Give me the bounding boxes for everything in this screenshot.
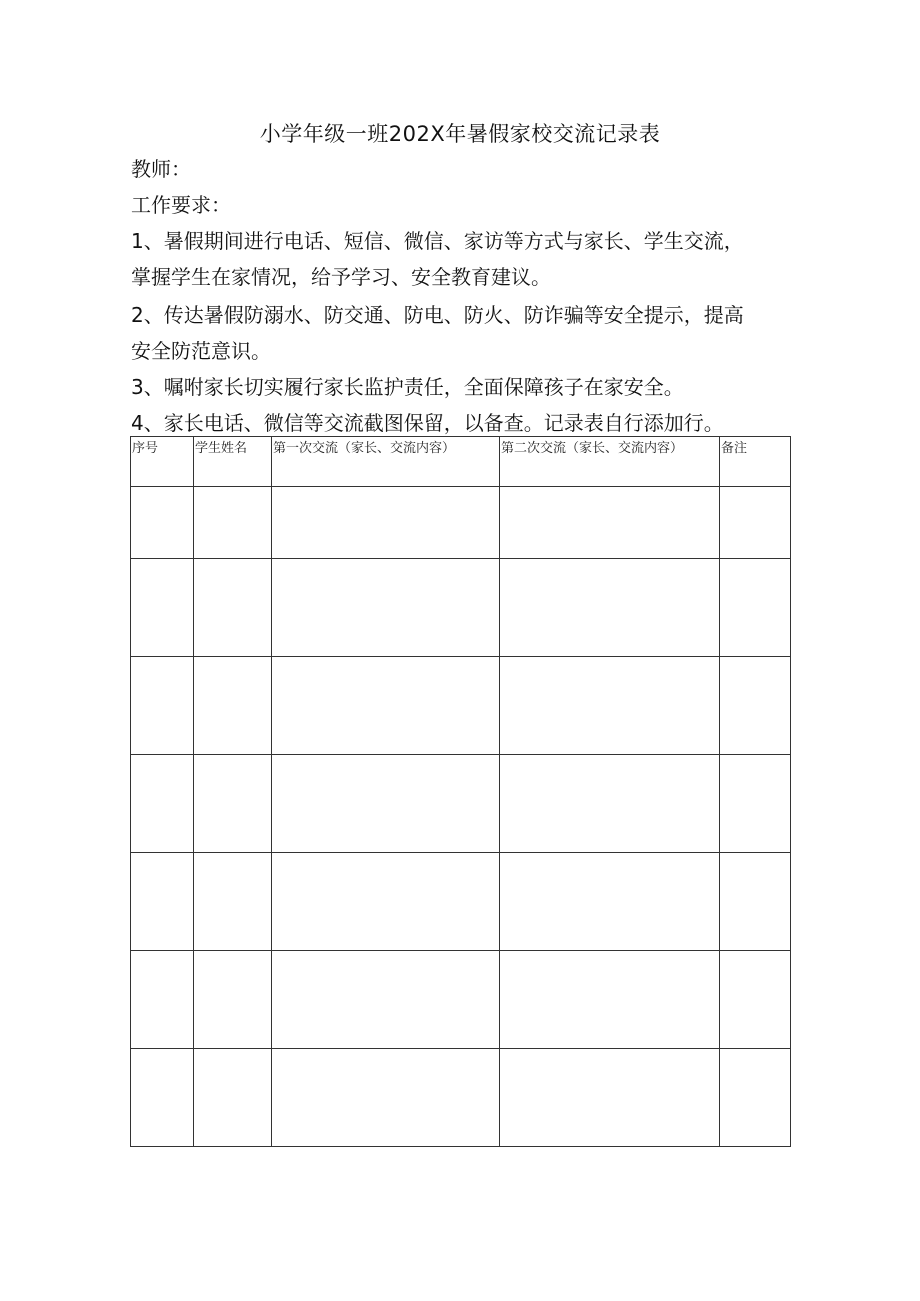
column-header-second-contact: 第二次交流（家长、交流内容） bbox=[500, 437, 720, 487]
table-cell[interactable] bbox=[131, 487, 194, 559]
requirement-4: 4、家长电话、微信等交流截图保留，以备查。记录表自行添加行。 bbox=[131, 411, 724, 435]
table-cell[interactable] bbox=[194, 559, 272, 657]
table-cell[interactable] bbox=[720, 559, 791, 657]
table-cell[interactable] bbox=[131, 559, 194, 657]
requirements-heading: 工作要求： bbox=[131, 193, 231, 217]
table-cell[interactable] bbox=[272, 1049, 500, 1147]
table-cell[interactable] bbox=[720, 853, 791, 951]
table-cell[interactable] bbox=[272, 657, 500, 755]
table-cell[interactable] bbox=[500, 1049, 720, 1147]
teacher-label: 教师： bbox=[131, 157, 191, 181]
table-cell[interactable] bbox=[272, 951, 500, 1049]
table-header-row bbox=[131, 437, 791, 487]
table-cell[interactable] bbox=[500, 951, 720, 1049]
table-row bbox=[131, 657, 791, 755]
table-cell[interactable] bbox=[194, 755, 272, 853]
table-row bbox=[131, 487, 791, 559]
requirement-1-line-1: 1、暑假期间进行电话、短信、微信、家访等方式与家长、学生交流， bbox=[131, 229, 744, 253]
table-cell[interactable] bbox=[720, 487, 791, 559]
requirement-2-line-2: 安全防范意识。 bbox=[131, 339, 271, 363]
table-cell[interactable] bbox=[272, 755, 500, 853]
table-cell[interactable] bbox=[500, 755, 720, 853]
column-header-remarks: 备注 bbox=[720, 437, 791, 487]
column-header-number: 序号 bbox=[131, 437, 194, 487]
table-row bbox=[131, 559, 791, 657]
column-header-student-name: 学生姓名 bbox=[194, 437, 272, 487]
requirement-3: 3、嘱咐家长切实履行家长监护责任，全面保障孩子在家安全。 bbox=[131, 375, 684, 399]
requirement-1-line-2: 掌握学生在家情况，给予学习、安全教育建议。 bbox=[131, 265, 551, 289]
table-cell[interactable] bbox=[272, 853, 500, 951]
table-row bbox=[131, 1049, 791, 1147]
table-cell[interactable] bbox=[194, 853, 272, 951]
table-cell[interactable] bbox=[131, 853, 194, 951]
page-title: 小学年级一班202X年暑假家校交流记录表 bbox=[259, 122, 661, 146]
table-cell[interactable] bbox=[720, 951, 791, 1049]
table-cell[interactable] bbox=[194, 657, 272, 755]
table-cell[interactable] bbox=[500, 559, 720, 657]
table-cell[interactable] bbox=[720, 755, 791, 853]
table-cell[interactable] bbox=[720, 657, 791, 755]
table-cell[interactable] bbox=[272, 559, 500, 657]
column-header-first-contact: 第一次交流（家长、交流内容） bbox=[272, 437, 500, 487]
table-cell[interactable] bbox=[272, 487, 500, 559]
requirement-2-line-1: 2、传达暑假防溺水、防交通、防电、防火、防诈骗等安全提示，提高 bbox=[131, 303, 744, 327]
table-row bbox=[131, 951, 791, 1049]
table-cell[interactable] bbox=[194, 487, 272, 559]
table-cell[interactable] bbox=[500, 487, 720, 559]
table-cell[interactable] bbox=[720, 1049, 791, 1147]
record-table bbox=[130, 436, 791, 1147]
table-cell[interactable] bbox=[131, 657, 194, 755]
table-row bbox=[131, 853, 791, 951]
table-row bbox=[131, 755, 791, 853]
table-cell[interactable] bbox=[194, 951, 272, 1049]
table-cell[interactable] bbox=[500, 657, 720, 755]
table-cell[interactable] bbox=[131, 755, 194, 853]
table-cell[interactable] bbox=[194, 1049, 272, 1147]
table-cell[interactable] bbox=[131, 951, 194, 1049]
table-cell[interactable] bbox=[131, 1049, 194, 1147]
table-cell[interactable] bbox=[500, 853, 720, 951]
